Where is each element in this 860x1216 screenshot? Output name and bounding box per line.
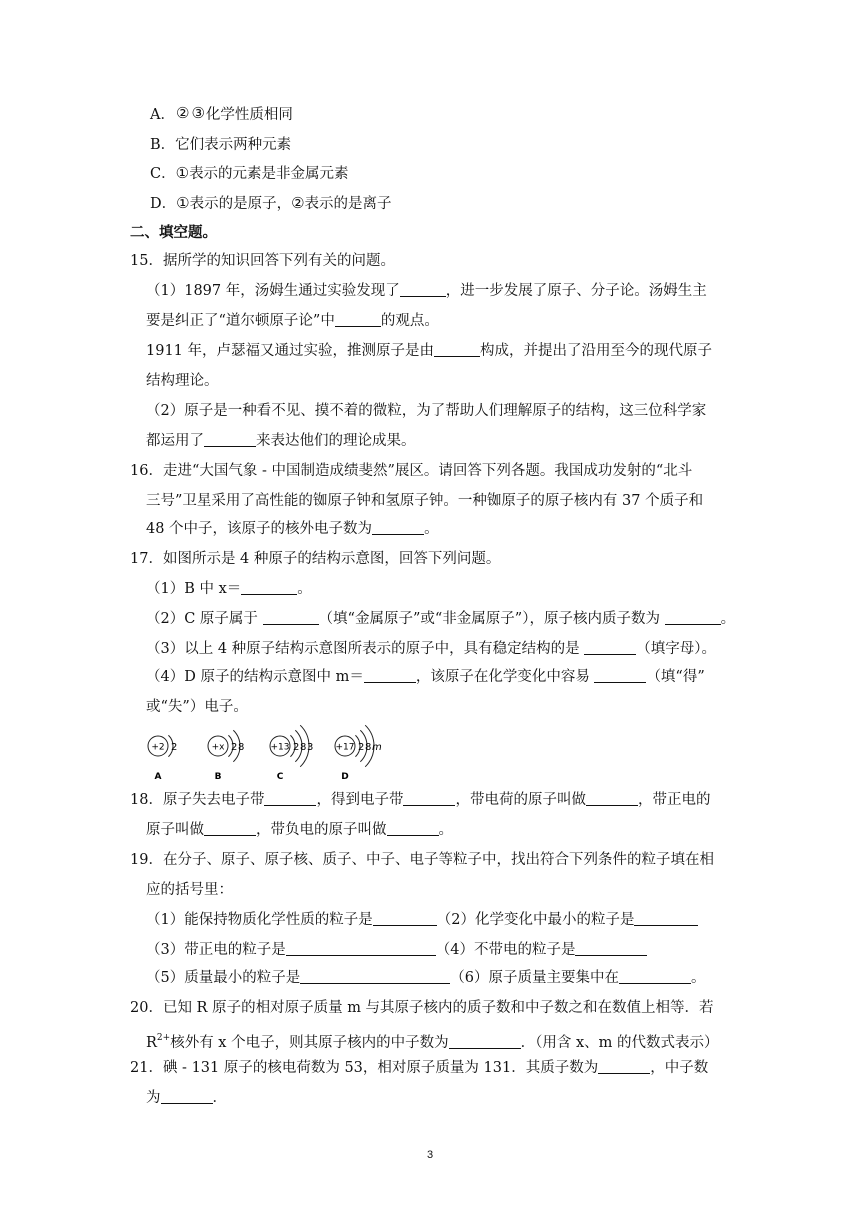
nucleus-charge: +x	[211, 742, 225, 753]
answer-blank[interactable]	[373, 910, 437, 926]
nucleus-charge: +13	[270, 742, 290, 753]
q20-line: 20．已知 R 原子的相对原子质量 m 与其原子核内的质子数和中子数之和在数值上相等．若	[130, 1000, 714, 1016]
q16-line: 48 个中子，该原子的核外电子数为 。	[146, 521, 439, 537]
atom-label: A	[154, 772, 162, 782]
answer-blank[interactable]	[264, 790, 316, 806]
q18-line: 原子叫做 ，带负电的原子叫做 。	[146, 822, 453, 838]
answer-blank[interactable]	[584, 639, 636, 655]
answer-blank[interactable]	[161, 1088, 213, 1104]
option-d: D．①表示的是原子，②表示的是离子	[150, 194, 392, 212]
q19-line: 应的括号里：	[146, 882, 233, 898]
answer-blank[interactable]	[400, 281, 446, 297]
shell-electron-count: 8	[238, 742, 245, 753]
q17-sub4: （4）D 原子的结构示意图中 m＝ ，该原子在化学变化中容易 （填“得”	[146, 669, 705, 685]
answer-blank[interactable]	[575, 940, 647, 956]
shell-electron-count: 8	[365, 742, 372, 753]
q15-line: 结构理论。	[146, 373, 219, 389]
q19-row: （5）质量最小的粒子是 （6）原子质量主要集中在 。	[146, 970, 706, 986]
q16-line: 16．走进“大国气象 - 中国制造成绩斐然”展区。请回答下列各题。我国成功发射的“北斗	[130, 463, 693, 479]
shell-electron-count: m	[372, 742, 382, 753]
shell-electron-count: 2	[358, 742, 365, 753]
atom-a	[148, 735, 177, 782]
q17-sub4-cont: 或“失”）电子。	[146, 699, 248, 715]
shell-electron-count: 2	[293, 742, 300, 753]
atom-label: C	[276, 772, 284, 782]
q15-line: 要是纠正了“道尔顿原子论”中 的观点。	[146, 313, 439, 329]
answer-blank[interactable]	[434, 341, 480, 357]
q15-line: （1）1897 年，汤姆生通过实验发现了 ，进一步发展了原子、分子论。汤姆生主	[146, 283, 707, 299]
shell-electron-count: 3	[307, 742, 314, 753]
q17-sub3: （3）以上 4 种原子结构示意图所表示的原子中，具有稳定结构的是 （填字母）。	[146, 641, 717, 657]
option-a: A．② ③化学性质相同	[150, 104, 293, 123]
q19-row: （3）带正电的粒子是 （4）不带电的粒子是	[146, 940, 647, 960]
answer-blank[interactable]	[335, 311, 381, 327]
answer-blank[interactable]	[665, 609, 721, 625]
nucleus-charge: +2	[151, 742, 165, 753]
atom-label: B	[214, 772, 222, 782]
atom-d	[335, 725, 382, 782]
atom-c	[270, 725, 313, 782]
answer-blank[interactable]	[204, 431, 256, 447]
option-c: C．①表示的元素是非金属元素	[150, 164, 349, 182]
shell-electron-count: 2	[171, 742, 178, 753]
option-b: B．它们表示两种元素	[150, 137, 292, 153]
answer-blank[interactable]	[300, 968, 450, 984]
answer-blank[interactable]	[263, 609, 319, 625]
answer-blank[interactable]	[204, 820, 256, 836]
q17-sub2: （2）C 原子属于 （填“金属原子”或“非金属原子”），原子核内质子数为 。	[146, 611, 736, 627]
q18-line: 18．原子失去电子带 ，得到电子带 ，带电荷的原子叫做 ，带正电的	[130, 792, 711, 808]
q21-line: 为 ．	[146, 1090, 227, 1106]
page-number: 3	[426, 1149, 434, 1161]
answer-blank[interactable]	[403, 790, 455, 806]
shell-electron-count: 8	[300, 742, 307, 753]
q21-line: 21．碘 - 131 原子的核电荷数为 53，相对原子质量为 131．其质子数为 ，中子数	[130, 1060, 709, 1076]
q20-line: $R^{2+}$核外有 x 个电子，则其原子核内的中子数为 ．（用含 x、m 的代数式表示）	[146, 1033, 719, 1051]
q16-line: 三号”卫星采用了高性能的铷原子钟和氢原子钟。一种铷原子的原子核内有 37 个质子和	[146, 493, 704, 509]
answer-blank[interactable]	[387, 820, 439, 836]
q19-line: 19．在分子、原子、原子核、质子、中子、电子等粒子中，找出符合下列条件的粒子填在相	[130, 852, 714, 868]
circled-number: ③	[191, 104, 205, 122]
atom-b	[208, 730, 244, 782]
shell-electron-count: 2	[231, 742, 238, 753]
answer-blank[interactable]	[364, 667, 416, 683]
answer-blank[interactable]	[241, 579, 297, 595]
answer-blank[interactable]	[598, 1058, 650, 1074]
q17-sub1: （1）B 中 x＝ 。	[146, 581, 312, 597]
q15-line: （2）原子是一种看不见、摸不着的微粒，为了帮助人们理解原子的结构，这三位科学家	[146, 403, 707, 419]
section-heading: 二、填空题。	[130, 225, 217, 241]
atom-label: D	[341, 772, 349, 782]
q17-stem: 17．如图所示是 4 种原子的结构示意图，回答下列问题。	[130, 551, 501, 567]
answer-blank[interactable]	[449, 1033, 521, 1049]
answer-blank[interactable]	[634, 910, 698, 926]
circled-number: ②	[175, 104, 190, 122]
answer-blank[interactable]	[286, 940, 436, 956]
q15-stem: 15．据所学的知识回答下列有关的问题。	[130, 253, 395, 269]
answer-blank[interactable]	[594, 667, 646, 683]
q15-line: 都运用了 来表达他们的理论成果。	[146, 433, 416, 449]
atom-structure-diagram	[140, 722, 380, 784]
q15-line: 1911 年，卢瑟福又通过实验，推测原子是由 构成，并提出了沿用至今的现代原子	[146, 343, 713, 359]
answer-blank[interactable]	[619, 968, 691, 984]
answer-blank[interactable]	[586, 790, 638, 806]
answer-blank[interactable]	[372, 519, 424, 535]
nucleus-charge: +17	[335, 742, 355, 753]
q19-row: （1）能保持物质化学性质的粒子是 （2）化学变化中最小的粒子是	[146, 910, 698, 930]
